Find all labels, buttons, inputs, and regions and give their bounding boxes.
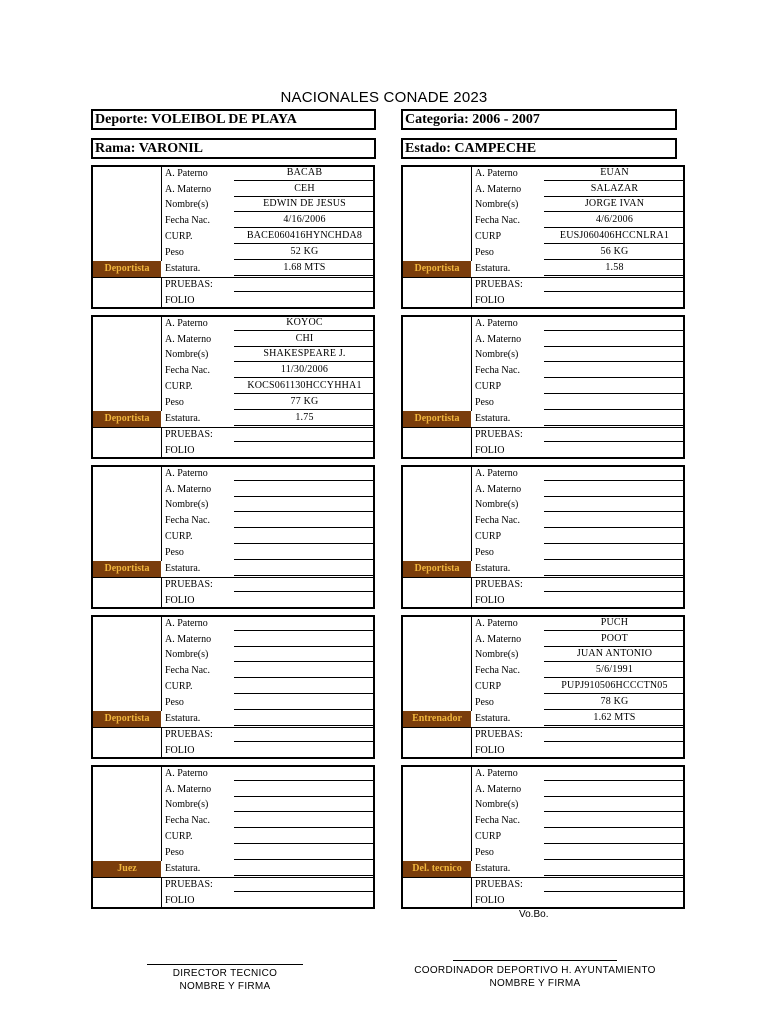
field-label: CURP bbox=[475, 681, 502, 692]
categoria-field bbox=[401, 109, 677, 130]
field-label: A. Materno bbox=[165, 784, 212, 795]
field-underline bbox=[544, 227, 685, 228]
field-label: CURP bbox=[475, 381, 502, 392]
pruebas-underline bbox=[544, 891, 685, 892]
pruebas-label: PRUEBAS: bbox=[165, 279, 213, 290]
folio-label: FOLIO bbox=[165, 445, 195, 456]
photo-box bbox=[403, 617, 472, 711]
field-label: Estatura. bbox=[475, 863, 511, 874]
field-label: Peso bbox=[475, 547, 494, 558]
field-underline bbox=[234, 496, 375, 497]
registration-card bbox=[91, 315, 375, 459]
field-label: Estatura. bbox=[165, 563, 201, 574]
field-underline bbox=[234, 796, 375, 797]
field-underline bbox=[544, 796, 685, 797]
field-label: A. Paterno bbox=[475, 618, 518, 629]
photo-box bbox=[93, 167, 162, 261]
field-value: KOCS061130HCCYHHA1 bbox=[247, 380, 362, 391]
field-underline bbox=[544, 575, 685, 576]
field-label: CURP. bbox=[165, 531, 193, 542]
field-label: Fecha Nac. bbox=[165, 365, 210, 376]
field-label: A. Paterno bbox=[165, 768, 208, 779]
photo-box bbox=[403, 317, 472, 411]
field-value: 78 KG bbox=[600, 696, 629, 707]
left-signature-line bbox=[147, 964, 303, 965]
field-value: 4/6/2006 bbox=[595, 214, 634, 225]
field-underline bbox=[544, 377, 685, 378]
field-label: Nombre(s) bbox=[165, 499, 209, 510]
field-label: Fecha Nac. bbox=[475, 815, 520, 826]
card-divider bbox=[161, 277, 162, 307]
field-value: POOT bbox=[601, 633, 628, 644]
field-value: 52 KG bbox=[290, 246, 319, 257]
registration-card bbox=[401, 165, 685, 309]
card-divider bbox=[471, 877, 472, 907]
field-label: Fecha Nac. bbox=[165, 665, 210, 676]
field-underline bbox=[234, 180, 375, 181]
field-value: 1.68 MTS bbox=[283, 262, 326, 273]
card-divider bbox=[471, 727, 472, 757]
pruebas-label: PRUEBAS: bbox=[165, 879, 213, 890]
field-label: CURP bbox=[475, 531, 502, 542]
photo-box bbox=[93, 617, 162, 711]
field-underline bbox=[544, 180, 685, 181]
photo-box bbox=[403, 767, 472, 861]
pruebas-underline bbox=[234, 591, 375, 592]
categoria-value: 2006 - 2007 bbox=[472, 112, 540, 127]
field-label: Nombre(s) bbox=[475, 349, 519, 360]
field-value: BACE060416HYNCHDA8 bbox=[246, 230, 363, 241]
field-value: CEH bbox=[294, 183, 315, 194]
card-divider bbox=[403, 727, 683, 728]
field-value: 1.62 MTS bbox=[593, 712, 636, 723]
field-label: Nombre(s) bbox=[165, 349, 209, 360]
folio-label: FOLIO bbox=[165, 745, 195, 756]
field-value: 1.75 bbox=[295, 412, 314, 423]
pruebas-underline bbox=[544, 741, 685, 742]
field-underline bbox=[544, 646, 685, 647]
left-signature bbox=[120, 967, 330, 993]
pruebas-label: PRUEBAS: bbox=[165, 729, 213, 740]
categoria-label: Categoria: bbox=[405, 112, 469, 127]
field-label: A. Materno bbox=[475, 334, 522, 345]
field-label: Fecha Nac. bbox=[475, 215, 520, 226]
page-title: NACIONALES CONADE 2023 bbox=[280, 89, 488, 106]
card-divider bbox=[93, 877, 373, 878]
field-underline bbox=[544, 275, 685, 276]
card-divider bbox=[403, 427, 683, 428]
field-label: Fecha Nac. bbox=[165, 215, 210, 226]
field-underline bbox=[544, 827, 685, 828]
field-underline bbox=[234, 377, 375, 378]
field-underline bbox=[234, 511, 375, 512]
field-underline bbox=[234, 425, 375, 426]
field-underline bbox=[234, 346, 375, 347]
folio-label: FOLIO bbox=[165, 595, 195, 606]
field-value: JUAN ANTONIO bbox=[576, 648, 653, 659]
field-underline bbox=[544, 496, 685, 497]
field-underline bbox=[234, 196, 375, 197]
field-underline bbox=[234, 725, 375, 726]
field-label: A. Paterno bbox=[475, 318, 518, 329]
vobo-label: Vo.Bo. bbox=[519, 909, 549, 920]
field-underline bbox=[544, 511, 685, 512]
field-value: SHAKESPEARE J. bbox=[263, 348, 346, 359]
field-label: A. Materno bbox=[165, 334, 212, 345]
pruebas-underline bbox=[234, 441, 375, 442]
card-divider bbox=[403, 877, 683, 878]
field-underline bbox=[544, 709, 685, 710]
folio-label: FOLIO bbox=[475, 745, 505, 756]
card-divider bbox=[93, 577, 373, 578]
field-label: Nombre(s) bbox=[475, 499, 519, 510]
field-underline bbox=[234, 361, 375, 362]
registration-card bbox=[91, 615, 375, 759]
field-label: A. Paterno bbox=[475, 468, 518, 479]
card-divider bbox=[161, 577, 162, 607]
field-underline bbox=[234, 559, 375, 560]
pruebas-underline bbox=[544, 291, 685, 292]
field-value: BACAB bbox=[286, 167, 323, 178]
role-badge: Juez bbox=[93, 861, 161, 877]
photo-box bbox=[93, 767, 162, 861]
field-underline bbox=[234, 480, 375, 481]
field-underline bbox=[544, 725, 685, 726]
field-label: A. Paterno bbox=[165, 468, 208, 479]
field-underline bbox=[234, 243, 375, 244]
field-label: A. Materno bbox=[165, 634, 212, 645]
field-underline bbox=[544, 393, 685, 394]
field-label: Estatura. bbox=[475, 563, 511, 574]
card-divider bbox=[471, 577, 472, 607]
field-underline bbox=[544, 330, 685, 331]
field-underline bbox=[544, 677, 685, 678]
field-underline bbox=[234, 543, 375, 544]
role-badge: Del. tecnico bbox=[403, 861, 471, 877]
field-label: A. Paterno bbox=[475, 168, 518, 179]
field-underline bbox=[234, 527, 375, 528]
right-signature-title: COORDINADOR DEPORTIVO H. AYUNTAMIENTO bbox=[414, 965, 656, 976]
right-signature-line bbox=[453, 960, 617, 961]
field-underline bbox=[234, 227, 375, 228]
folio-label: FOLIO bbox=[475, 895, 505, 906]
field-underline bbox=[234, 646, 375, 647]
field-label: Estatura. bbox=[165, 263, 201, 274]
field-label: Estatura. bbox=[475, 413, 511, 424]
field-underline bbox=[234, 259, 375, 260]
deporte-field bbox=[91, 109, 376, 130]
photo-box bbox=[93, 467, 162, 561]
field-underline bbox=[544, 543, 685, 544]
pruebas-underline bbox=[234, 741, 375, 742]
right-signature-caption: NOMBRE Y FIRMA bbox=[489, 978, 581, 989]
field-underline bbox=[544, 243, 685, 244]
pruebas-underline bbox=[234, 891, 375, 892]
field-label: Fecha Nac. bbox=[475, 665, 520, 676]
field-label: Peso bbox=[475, 247, 494, 258]
field-label: Nombre(s) bbox=[475, 199, 519, 210]
deporte-label: Deporte: bbox=[95, 112, 148, 127]
field-label: Estatura. bbox=[475, 713, 511, 724]
field-label: A. Materno bbox=[475, 184, 522, 195]
pruebas-underline bbox=[544, 591, 685, 592]
card-divider bbox=[161, 727, 162, 757]
registration-card bbox=[401, 765, 685, 909]
field-label: Estatura. bbox=[165, 863, 201, 874]
field-label: A. Materno bbox=[475, 784, 522, 795]
registration-card bbox=[401, 465, 685, 609]
field-label: A. Paterno bbox=[165, 618, 208, 629]
role-badge: Deportista bbox=[93, 261, 161, 277]
estado-label: Estado: bbox=[405, 141, 451, 156]
registration-card bbox=[91, 165, 375, 309]
field-value: JORGE IVAN bbox=[584, 198, 645, 209]
pruebas-label: PRUEBAS: bbox=[475, 729, 523, 740]
field-underline bbox=[234, 811, 375, 812]
field-underline bbox=[544, 859, 685, 860]
field-underline bbox=[234, 859, 375, 860]
rama-field bbox=[91, 138, 376, 159]
estado-value: CAMPECHE bbox=[454, 141, 537, 156]
field-underline bbox=[544, 196, 685, 197]
field-underline bbox=[234, 393, 375, 394]
card-divider bbox=[161, 427, 162, 457]
field-label: Nombre(s) bbox=[475, 649, 519, 660]
field-underline bbox=[234, 630, 375, 631]
card-divider bbox=[93, 427, 373, 428]
field-underline bbox=[234, 677, 375, 678]
field-value: SALAZAR bbox=[590, 183, 639, 194]
card-divider bbox=[403, 277, 683, 278]
field-underline bbox=[544, 346, 685, 347]
pruebas-underline bbox=[234, 291, 375, 292]
role-badge: Entrenador bbox=[403, 711, 471, 727]
field-underline bbox=[544, 559, 685, 560]
role-badge: Deportista bbox=[93, 411, 161, 427]
field-value: EUSJ060406HCCNLRA1 bbox=[559, 230, 670, 241]
folio-label: FOLIO bbox=[475, 295, 505, 306]
field-underline bbox=[544, 693, 685, 694]
registration-card bbox=[91, 765, 375, 909]
field-value: PUPJ910506HCCCTN05 bbox=[561, 680, 668, 691]
pruebas-label: PRUEBAS: bbox=[475, 429, 523, 440]
field-value: 56 KG bbox=[600, 246, 629, 257]
field-underline bbox=[234, 827, 375, 828]
field-label: Fecha Nac. bbox=[165, 815, 210, 826]
role-badge: Deportista bbox=[403, 561, 471, 577]
card-divider bbox=[471, 277, 472, 307]
field-value: 11/30/2006 bbox=[280, 364, 329, 375]
card-divider bbox=[93, 727, 373, 728]
field-label: Nombre(s) bbox=[165, 199, 209, 210]
rama-label: Rama: bbox=[95, 141, 136, 156]
registration-card bbox=[91, 465, 375, 609]
field-underline bbox=[234, 875, 375, 876]
folio-label: FOLIO bbox=[475, 445, 505, 456]
field-label: Estatura. bbox=[165, 413, 201, 424]
field-underline bbox=[234, 843, 375, 844]
field-label: Fecha Nac. bbox=[475, 365, 520, 376]
field-value: 1.58 bbox=[605, 262, 624, 273]
field-label: CURP bbox=[475, 231, 502, 242]
field-label: Peso bbox=[165, 697, 184, 708]
field-underline bbox=[544, 630, 685, 631]
photo-box bbox=[93, 317, 162, 411]
pruebas-label: PRUEBAS: bbox=[475, 279, 523, 290]
pruebas-label: PRUEBAS: bbox=[475, 579, 523, 590]
field-label: Peso bbox=[165, 397, 184, 408]
photo-box bbox=[403, 467, 472, 561]
role-badge: Deportista bbox=[403, 261, 471, 277]
field-label: CURP. bbox=[165, 831, 193, 842]
field-underline bbox=[234, 575, 375, 576]
field-value: KOYOC bbox=[286, 317, 323, 328]
field-label: CURP. bbox=[165, 681, 193, 692]
field-label: Peso bbox=[165, 847, 184, 858]
field-underline bbox=[544, 843, 685, 844]
pruebas-label: PRUEBAS: bbox=[475, 879, 523, 890]
field-label: Fecha Nac. bbox=[165, 515, 210, 526]
right-signature bbox=[400, 964, 670, 990]
field-underline bbox=[544, 361, 685, 362]
registration-card bbox=[401, 315, 685, 459]
card-divider bbox=[93, 277, 373, 278]
role-badge: Deportista bbox=[93, 561, 161, 577]
field-underline bbox=[544, 661, 685, 662]
field-label: Nombre(s) bbox=[165, 649, 209, 660]
field-value: EDWIN DE JESUS bbox=[263, 198, 346, 209]
field-label: A. Paterno bbox=[165, 168, 208, 179]
field-value: PUCH bbox=[600, 617, 629, 628]
pruebas-underline bbox=[544, 441, 685, 442]
field-underline bbox=[234, 330, 375, 331]
field-underline bbox=[544, 527, 685, 528]
folio-label: FOLIO bbox=[475, 595, 505, 606]
deporte-value: VOLEIBOL DE PLAYA bbox=[151, 112, 297, 127]
registration-card bbox=[401, 615, 685, 759]
field-label: Peso bbox=[475, 397, 494, 408]
field-label: Peso bbox=[475, 847, 494, 858]
role-badge: Deportista bbox=[93, 711, 161, 727]
field-underline bbox=[544, 780, 685, 781]
field-label: Peso bbox=[165, 547, 184, 558]
field-underline bbox=[544, 875, 685, 876]
card-divider bbox=[471, 427, 472, 457]
field-label: Peso bbox=[475, 697, 494, 708]
folio-label: FOLIO bbox=[165, 295, 195, 306]
field-value: 5/6/1991 bbox=[595, 664, 634, 675]
field-underline bbox=[234, 211, 375, 212]
field-underline bbox=[234, 780, 375, 781]
pruebas-label: PRUEBAS: bbox=[165, 579, 213, 590]
field-label: A. Materno bbox=[165, 484, 212, 495]
card-divider bbox=[161, 877, 162, 907]
field-label: A. Materno bbox=[475, 634, 522, 645]
field-value: 77 KG bbox=[290, 396, 319, 407]
field-value: CHI bbox=[295, 333, 314, 344]
rama-value: VARONIL bbox=[138, 141, 203, 156]
left-signature-title: DIRECTOR TECNICO bbox=[172, 968, 278, 979]
field-underline bbox=[234, 661, 375, 662]
field-label: Estatura. bbox=[475, 263, 511, 274]
field-label: Fecha Nac. bbox=[475, 515, 520, 526]
photo-box bbox=[403, 167, 472, 261]
field-underline bbox=[234, 709, 375, 710]
field-value: 4/16/2006 bbox=[283, 214, 326, 225]
folio-label: FOLIO bbox=[165, 895, 195, 906]
field-underline bbox=[544, 480, 685, 481]
field-label: Nombre(s) bbox=[165, 799, 209, 810]
field-underline bbox=[234, 409, 375, 410]
field-label: CURP. bbox=[165, 381, 193, 392]
pruebas-label: PRUEBAS: bbox=[165, 429, 213, 440]
field-underline bbox=[234, 275, 375, 276]
field-label: A. Paterno bbox=[165, 318, 208, 329]
field-label: CURP. bbox=[165, 231, 193, 242]
field-label: Peso bbox=[165, 247, 184, 258]
field-underline bbox=[544, 259, 685, 260]
field-underline bbox=[544, 811, 685, 812]
estado-field bbox=[401, 138, 677, 159]
field-value: EUAN bbox=[600, 167, 629, 178]
field-label: A. Paterno bbox=[475, 768, 518, 779]
field-label: CURP bbox=[475, 831, 502, 842]
field-label: A. Materno bbox=[475, 484, 522, 495]
field-label: A. Materno bbox=[165, 184, 212, 195]
field-underline bbox=[544, 211, 685, 212]
field-label: Nombre(s) bbox=[475, 799, 519, 810]
card-divider bbox=[403, 577, 683, 578]
field-underline bbox=[234, 693, 375, 694]
field-underline bbox=[544, 425, 685, 426]
left-signature-caption: NOMBRE Y FIRMA bbox=[179, 981, 271, 992]
role-badge: Deportista bbox=[403, 411, 471, 427]
field-label: Estatura. bbox=[165, 713, 201, 724]
field-underline bbox=[544, 409, 685, 410]
